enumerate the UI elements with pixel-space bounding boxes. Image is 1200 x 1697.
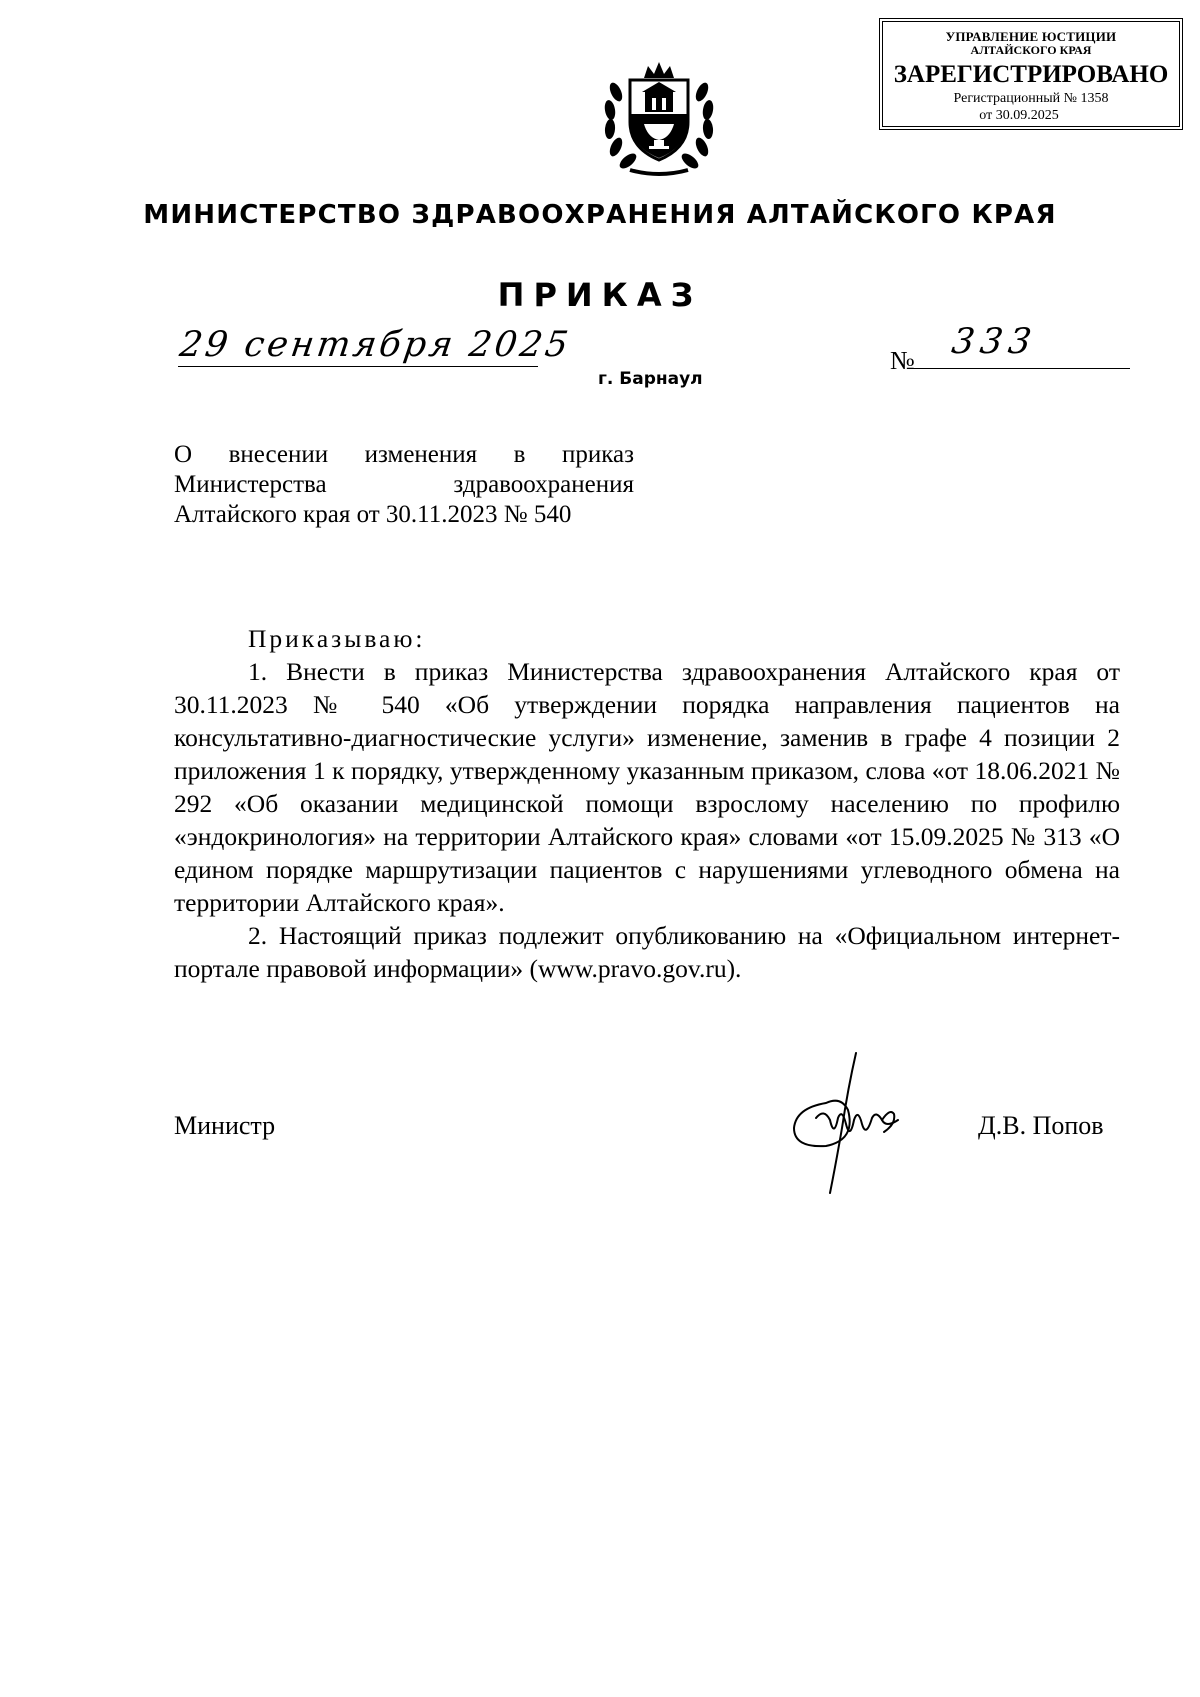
registration-stamp — [879, 18, 1183, 130]
signatory-title: Министр — [174, 1111, 276, 1140]
stamp-reg-number: Регистрационный № 1358 — [953, 91, 1109, 106]
handwritten-number: 333 — [949, 322, 1040, 362]
order-word: Приказываю: — [248, 624, 426, 653]
order-body — [174, 622, 1120, 985]
stamp-line-1: УПРАВЛЕНИЕ ЮСТИЦИИ — [945, 29, 1117, 44]
handwritten-date: 29 сентября 2025 — [177, 325, 574, 365]
subject-line-2: Министерства здравоохранения — [174, 471, 634, 498]
document-type: ПРИКАЗ — [497, 276, 703, 314]
altai-krai-coat-of-arms-icon — [600, 52, 718, 178]
ministry-name: МИНИСТЕРСТВО ЗДРАВООХРАНЕНИЯ АЛТАЙСКОГО КРАЯ — [143, 200, 1057, 230]
paragraph-1: 1. Внести в приказ Министерства здравоохранения Алтайского края от 30.11.2023 № 540 «Об утверждении порядка направления пациентов на консультативно-диагностические услуги» изменение, заменив в графе 4 позиции 2 приложения 1 к порядку, утвержденному указанным приказом, слова «от 18.06.2021 № 292 «Об оказании медицинской помощи взрослому населению по профилю «эндокринология» на территории Алтайского края» словами «от 15.09.2025 № 313 «О едином порядке маршрутизации пациентов с нарушениями углеводного обмена на территории Алтайского края». — [174, 657, 1120, 917]
stamp-reg-date: от 30.09.2025 — [979, 108, 1059, 123]
signatory-name: Д.В. Попов — [978, 1111, 1104, 1140]
date-underline — [178, 366, 538, 367]
order-subject — [174, 440, 634, 530]
subject-line-3: Алтайского края от 30.11.2023 № 540 — [174, 501, 572, 528]
stamp-status: ЗАРЕГИСТРИРОВАНО — [893, 61, 1169, 88]
subject-line-1: О внесении изменения в приказ — [174, 441, 634, 468]
paragraph-2: 2. Настоящий приказ подлежит опубликованию на «Официальном интернет-портале правовой информации» (www.pravo.gov.ru). — [174, 921, 1120, 983]
number-underline — [910, 368, 1130, 369]
stamp-line-2: АЛТАЙСКОГО КРАЯ — [970, 43, 1092, 57]
city: г. Барнаул — [598, 369, 703, 389]
number-label: № — [890, 346, 915, 375]
handwritten-signature-icon — [786, 1048, 926, 1198]
